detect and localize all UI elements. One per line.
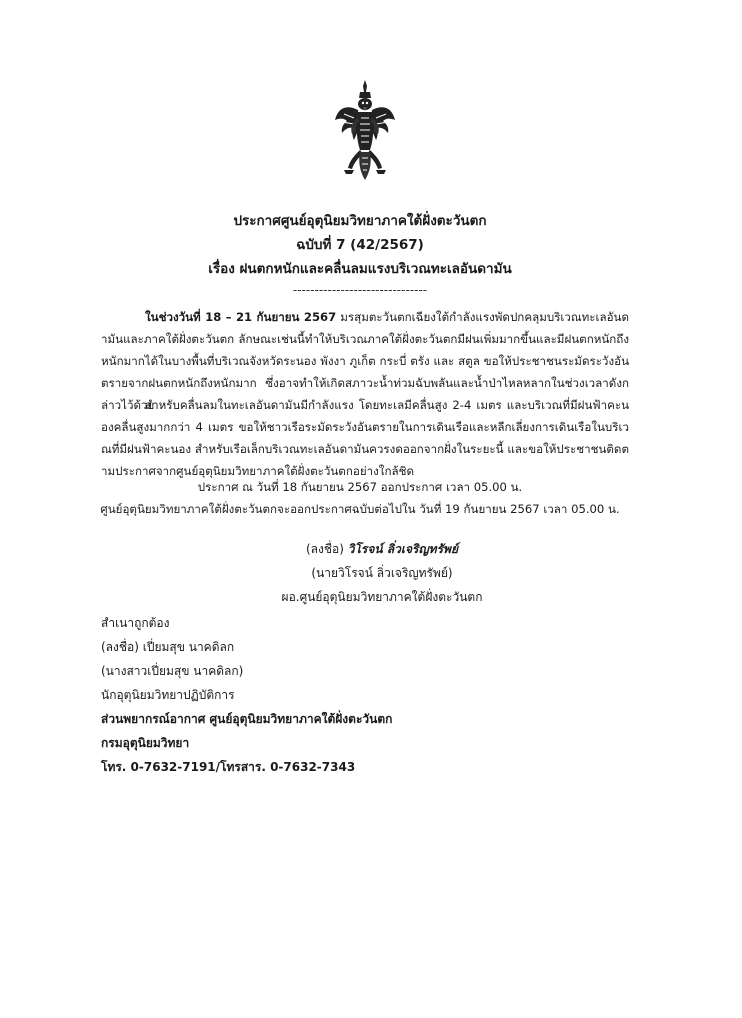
signer-signature: วิโรจน์ ลิ่วเจริญทรัพย์ <box>347 542 458 556</box>
copy-signed-line: (ลงชื่อ) เปี่ยมสุข นาคดิลก <box>101 640 235 654</box>
signer-position: ผอ.ศูนย์อุตุนิยมวิทยาภาคใต้ฝั่งตะวันตก <box>281 590 483 604</box>
announcement-title: ประกาศศูนย์อุตุนิยมวิทยาภาคใต้ฝั่งตะวันตก <box>233 213 487 229</box>
subject-line: เรื่อง ฝนตกหนักและคลื่นลมแรงบริเวณทะเลอันดามัน <box>208 261 512 277</box>
header-divider: ------------------------------- <box>292 283 428 297</box>
copy-signer-title: นักอุตุนิยมวิทยาปฏิบัติการ <box>101 688 235 702</box>
signed-prefix: (ลงชื่อ) <box>306 542 348 556</box>
date-range-lead: ในช่วงวันที่ 18 – 21 กันยายน 2567 <box>145 310 337 324</box>
announce-date-line: ประกาศ ณ วันที่ 18 กันยายน 2567 ออกประกาศ เวลา 05.00 น. <box>197 480 523 494</box>
signer-full-name: (นายวิโรจน์ ลิ่วเจริญทรัพย์) <box>311 566 453 580</box>
department-name: กรมอุตุนิยมวิทยา <box>101 736 190 750</box>
paragraph-wave-warning: สำหรับคลื่นลมในทะเลอันดามันมีกำลังแรง โดยทะเลมีคลื่นสูง 2-4 เมตร และบริเวณที่มีฝนฟ้าคะนองคลื่นสูงมากกว่า 4 เมตร ขอให้ชาวเรือระมัดระวังอันตรายในการเดินเรือและหลีกเลี่ยงการเดินเรือในบริเวณที่มีฝนฟ้าคะนอง สำหรับเรือเล็กบริเวณทะเลอันดามันควรงดออกจากฝั่งในระยะนี้ และขอให้ประชาชนติดตามประกาศจากศูนย์อุตุนิยมวิทยาภาคใต้ฝั่งตะวันตกอย่างใกล้ชิด <box>101 398 629 478</box>
certified-copy-label: สำเนาถูกต้อง <box>101 616 170 630</box>
signature-line <box>22 538 742 560</box>
contact-numbers: โทร. 0-7632-7191/โทรสาร. 0-7632-7343 <box>101 760 356 774</box>
next-announcement-line: ศูนย์อุตุนิยมวิทยาภาคใต้ฝั่งตะวันตกจะออกประกาศฉบับต่อไปใน วันที่ 19 กันยายน 2567 เวลา 05.00 น. <box>100 502 620 516</box>
issue-number: ฉบับที่ 7 (42/2567) <box>296 237 424 253</box>
forecast-section: ส่วนพยากรณ์อากาศ ศูนย์อุตุนิยมวิทยาภาคใต้ฝั่งตะวันตก <box>101 712 393 726</box>
copy-signer-name: (นางสาวเปี่ยมสุข นาคดิลก) <box>101 664 244 678</box>
garuda-emblem-icon <box>334 78 396 182</box>
paragraph-rain-text: มรสุมตะวันตกเฉียงใต้กำลังแรงพัดปกคลุมบริเวณทะเลอันดามันและภาคใต้ฝั่งตะวันตก ลักษณะเช่นนี้ทำให้บริเวณภาคใต้ฝั่งตะวันตกมีฝนเพิ่มมากขึ้นและมีฝนตกหนักถึงหนักมากได้ในบางพื้นที่บริเวณจังหวัดระนอง พังงา ภูเก็ต กระบี่ ตรัง และ สตูล ขอให้ประชาชนระมัดระวังอันตรายจากฝนตกหนักถึงหนักมาก ซึ่งอาจทำให้เกิดสภาวะน้ำท่วมฉับพลันและน้ำป่าไหลหลากในช่วงเวลาดังกล่าวไว้ด้วย <box>101 310 630 412</box>
paragraph-rain-warning <box>101 306 630 412</box>
